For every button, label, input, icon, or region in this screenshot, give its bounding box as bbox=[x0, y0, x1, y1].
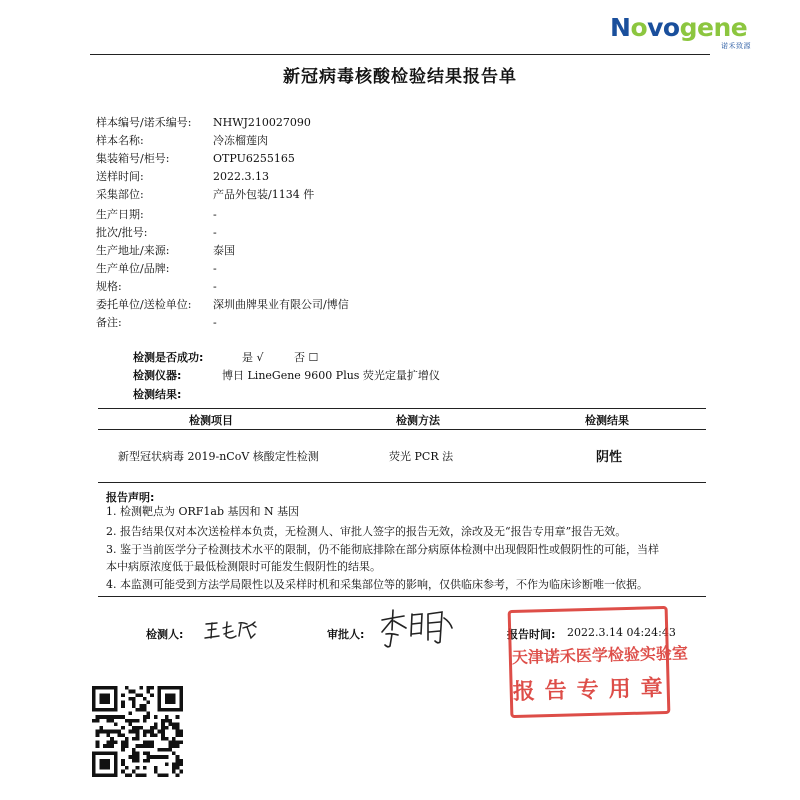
checkmark-icon: √ bbox=[256, 351, 264, 364]
field-label: 样本名称: bbox=[96, 134, 144, 147]
field-value: - bbox=[213, 316, 217, 329]
report-time-label: 报告时间: bbox=[507, 628, 556, 641]
field-label: 规格: bbox=[96, 280, 122, 293]
field-value: 泰国 bbox=[213, 244, 235, 257]
table-header-item: 检测项目 bbox=[189, 414, 233, 427]
logo-letters-vo: vo bbox=[647, 13, 680, 42]
field-value: NHWJ210027090 bbox=[213, 116, 311, 129]
statement-bottom-border bbox=[98, 596, 706, 597]
instrument-value: 博日 LineGene 9600 Plus 荧光定量扩增仪 bbox=[222, 369, 440, 382]
logo-letter-n: N bbox=[610, 13, 631, 42]
table-top-border bbox=[98, 408, 706, 409]
statement-line: 1. 检测靶点为 ORF1ab 基因和 N 基因 bbox=[106, 505, 300, 518]
field-value: 2022.3.13 bbox=[213, 170, 269, 183]
table-cell-method: 荧光 PCR 法 bbox=[389, 450, 454, 463]
stamp-report-seal: 报告专用章 bbox=[512, 675, 674, 706]
field-label: 批次/批号: bbox=[96, 226, 148, 239]
table-bottom-border bbox=[98, 482, 706, 483]
detection-no-option bbox=[294, 349, 318, 365]
statement-heading: 报告声明: bbox=[106, 491, 155, 504]
logo-letters-gene: gene bbox=[679, 13, 748, 42]
instrument-label: 检测仪器: bbox=[133, 369, 182, 382]
no-label: 否 bbox=[294, 351, 305, 364]
logo-subtitle: 诺禾致源 bbox=[721, 42, 751, 50]
statement-line: 3. 鉴于当前医学分子检测技术水平的限制，仍不能彻底排除在部分病原体检测中出现假阳性或假阴性的可能，当样 bbox=[106, 543, 659, 556]
table-cell-result: 阴性 bbox=[596, 450, 623, 465]
table-header-divider bbox=[98, 429, 706, 430]
statement-line: 2. 报告结果仅对本次送检样本负责，无检测人、审批人签字的报告无效，涂改及无“报告专用章”报告无效。 bbox=[106, 525, 627, 538]
field-label: 集装箱号/柜号: bbox=[96, 152, 170, 165]
field-value: 冷冻榴莲肉 bbox=[213, 134, 268, 147]
field-label: 采集部位: bbox=[96, 188, 144, 201]
table-header-method: 检测方法 bbox=[396, 414, 440, 427]
field-label: 生产地址/来源: bbox=[96, 244, 170, 257]
result-label: 检测结果: bbox=[133, 388, 182, 401]
detection-yes-option bbox=[242, 349, 264, 365]
field-value: OTPU6255165 bbox=[213, 152, 295, 165]
field-value: 深圳曲牌果业有限公司/博信 bbox=[213, 298, 349, 311]
field-label: 送样时间: bbox=[96, 170, 144, 183]
official-report-stamp bbox=[508, 606, 689, 718]
empty-checkbox-icon: ☐ bbox=[308, 351, 319, 364]
table-header-result: 检测结果 bbox=[585, 414, 629, 427]
statement-line: 4. 本监测可能受到方法学局限性以及采样时机和采集部位等的影响，仅供临床参考，不作为临床诊断唯一依据。 bbox=[106, 578, 648, 591]
table-cell-item: 新型冠状病毒 2019-nCoV 核酸定性检测 bbox=[118, 450, 319, 463]
field-value: - bbox=[213, 262, 217, 275]
logo-letter-o: o bbox=[630, 13, 648, 42]
approver-signature bbox=[378, 606, 456, 648]
field-value: - bbox=[213, 226, 217, 239]
field-label: 生产单位/品牌: bbox=[96, 262, 170, 275]
detection-success-label: 检测是否成功: bbox=[133, 351, 204, 364]
tester-label: 检测人: bbox=[146, 628, 184, 641]
report-time-value: 2022.3.14 04:24:43 bbox=[567, 626, 676, 639]
tester-signature bbox=[203, 614, 259, 644]
qr-code-icon bbox=[92, 686, 183, 777]
field-value: 产品外包装/1134 件 bbox=[213, 188, 315, 201]
field-value: - bbox=[213, 208, 217, 221]
logo-wordmark bbox=[610, 14, 747, 42]
approver-label: 审批人: bbox=[327, 628, 365, 641]
field-label: 样本编号/诺禾编号: bbox=[96, 116, 192, 129]
field-label: 生产日期: bbox=[96, 208, 144, 221]
statement-line: 本中病原浓度低于最低检测限时可能发生假阴性的结果。 bbox=[106, 560, 381, 573]
stamp-lab-name: 天津诺禾医学检验实验室 bbox=[511, 643, 689, 668]
report-title: 新冠病毒核酸检验结果报告单 bbox=[283, 67, 517, 87]
field-value: - bbox=[213, 280, 217, 293]
header-divider bbox=[90, 54, 710, 55]
field-label: 备注: bbox=[96, 316, 122, 329]
field-label: 委托单位/送检单位: bbox=[96, 298, 192, 311]
novogene-logo bbox=[610, 14, 760, 50]
yes-label: 是 bbox=[242, 351, 253, 364]
